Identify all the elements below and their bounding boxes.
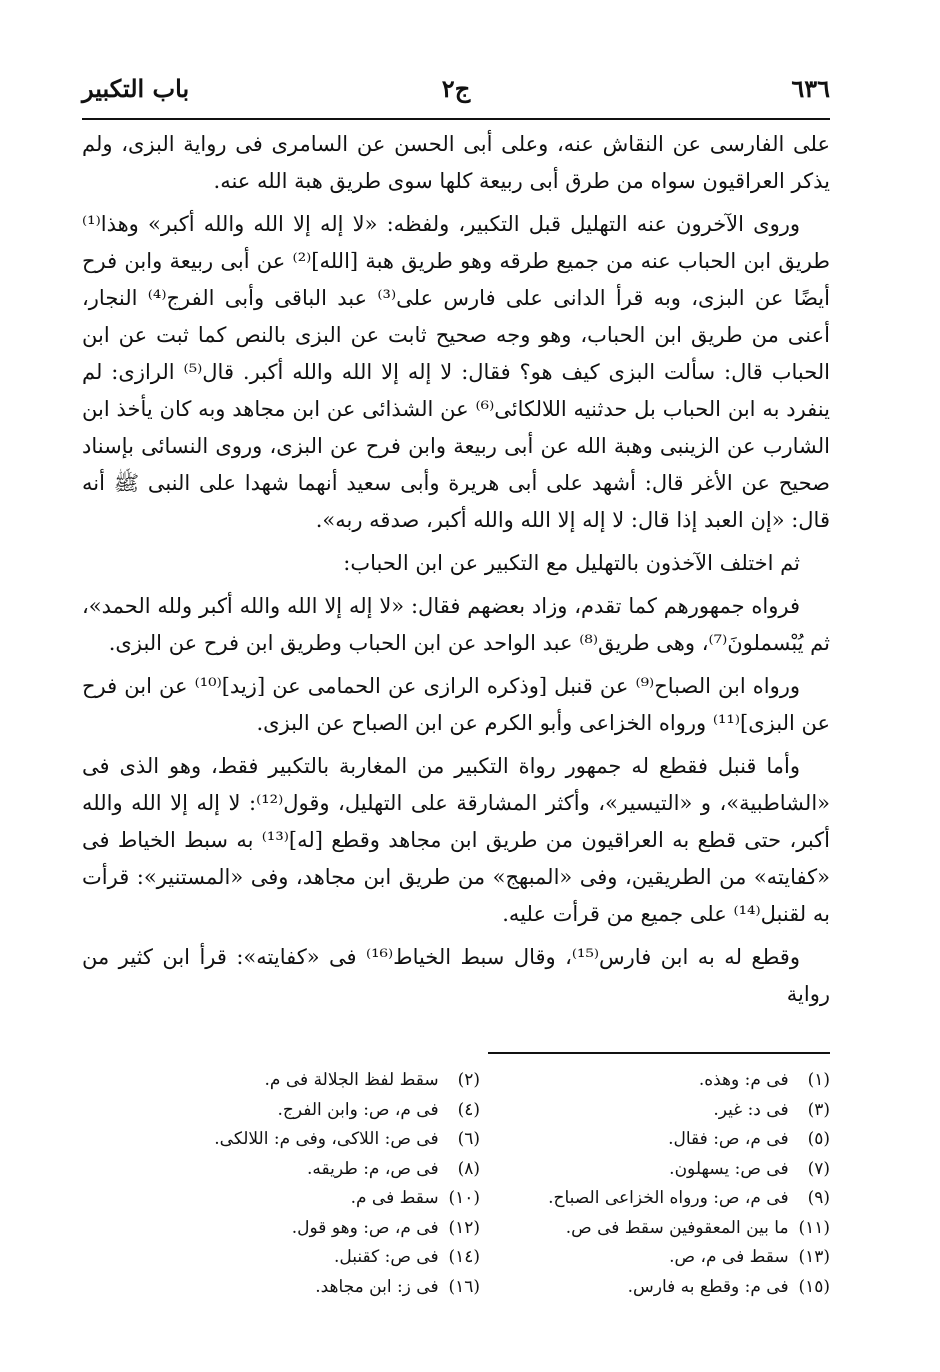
footnote-text: فى م: وهذه. (698, 1070, 789, 1090)
footnote (500, 1066, 830, 1096)
footnote-text: فى م، ص: وهو قول. (291, 1217, 439, 1238)
main-text (82, 126, 830, 1013)
footnote (500, 1184, 830, 1214)
footnote (500, 1125, 830, 1155)
footnote (500, 1273, 830, 1303)
footnote-number: (٢) (457, 1070, 480, 1090)
footnote-text: فى ص: اللاكى، وفى م: اللالكى. (214, 1129, 439, 1149)
footnote (500, 1155, 830, 1185)
footnote-number: (٨) (457, 1158, 480, 1179)
footnote (500, 1096, 830, 1126)
footnote-text: فى د: غير. (713, 1099, 789, 1120)
footnote (150, 1066, 480, 1096)
footnote-number: (٣) (807, 1099, 830, 1120)
page-header (82, 70, 830, 114)
footnote-text: فى ز: ابن مجاهد. (315, 1276, 439, 1297)
footnote-text: فى م: وقطع به فارس. (627, 1276, 789, 1297)
footnote (500, 1243, 830, 1273)
chapter-title: باب التكبير (82, 74, 190, 103)
footnote-text: سقط لفظ الجلالة فى م. (264, 1070, 439, 1090)
footnote-text: ما بين المعقوفين سقط فى ص. (565, 1217, 789, 1238)
footnote-text: فى ص: كقنبل. (333, 1247, 439, 1267)
volume-label: ج٢ (441, 74, 471, 103)
footnote-text: فى م، ص: ورواه الخزاعى الصباح. (548, 1188, 789, 1208)
footnote-number: (٩) (807, 1188, 830, 1208)
paragraph: على الفارسى عن النقاش عنه، وعلى أبى الحسن عن السامرى فى رواية البزى، ولم يذكر العراقيون سواه من طرق أبى ربيعة كلها سوى طريق هبة الله عنه. (82, 132, 830, 193)
footnote (150, 1096, 480, 1126)
footnote-number: (١٥) (798, 1276, 830, 1297)
footnote-number: (١٢) (448, 1217, 480, 1238)
footnote-number: (١٦) (448, 1276, 480, 1297)
paragraph: وروى الآخرون عنه التهليل قبل التكبير، ولفظه: «لا إله إلا الله والله أكبر» وهذا⁽¹⁾ طريق ابن الحباب عنه من جميع طرقه وهو طريق هبة [الله]⁽²⁾ عن أبى ربيعة وابن فرح أيضًا عن البزى، وبه قرأ الدانى على فارس على⁽³⁾ عبد الباقى وأبى الفرج⁽⁴⁾ النجار، أعنى من طريق ابن الحباب، وهو وجه صحيح ثابت عن البزى بالنص كما ثبت عن ابن الحباب قال: سألت البزى كيف هو؟ فقال: لا إله إلا الله والله أكبر. قال⁽⁵⁾ الرازى: لم ينفرد به ابن الحباب بل حدثنيه اللالكائى⁽⁶⁾ عن الشذائى عن ابن مجاهد وبه كان يأخذ ابن الشارب عن الزينبى وهبة الله عن أبى ربيعة وابن فرح عن البزى، وروى النسائى بإسناد صحيح عن الأغر قال: أشهد على أبى هريرة وأبى سعيد أنهما شهدا على النبى ﷺ أنه قال: «إن العبد إذا قال: لا إله إلا الله والله أكبر، صدقه ربه». (82, 212, 830, 532)
footnote-number: (١٠) (448, 1188, 480, 1208)
footnote-text: سقط فى م. (350, 1188, 439, 1208)
paragraph: وقطع له به ابن فارس⁽¹⁵⁾، وقال سبط الخياط⁽¹⁶⁾ فى «كفايته»: قرأ ابن كثير من رواية (82, 945, 830, 1006)
footnote (500, 1214, 830, 1244)
footnote (150, 1184, 480, 1214)
paragraph: ثم اختلف الآخذون بالتهليل مع التكبير عن ابن الحباب: (343, 551, 800, 575)
footnote-number: (١١) (798, 1217, 830, 1238)
footnote-text: فى م، ص: فقال. (668, 1129, 789, 1149)
footnote (150, 1155, 480, 1185)
footnote (150, 1243, 480, 1273)
footnote-number: (١٣) (798, 1247, 830, 1267)
footnote-divider (488, 1052, 830, 1054)
page-number: ٦٣٦ (791, 74, 830, 103)
header-divider (82, 118, 830, 120)
footnote (150, 1125, 480, 1155)
paragraph: فرواه جمهورهم كما تقدم، وزاد بعضهم فقال: «لا إله إلا الله والله أكبر ولله الحمد»، ثم يُبْسملونَ⁽⁷⁾، وهى طريق⁽⁸⁾ عبد الواحد عن ابن الحباب وطريق ابن فرح عن البزى. (82, 594, 830, 655)
footnote-number: (١) (807, 1070, 830, 1090)
footnote-number: (٥) (807, 1129, 830, 1149)
footnote-text: سقط فى م، ص. (669, 1247, 789, 1267)
footnote-number: (٤) (457, 1099, 480, 1120)
footnote-number: (٦) (457, 1129, 480, 1149)
paragraph: ورواه ابن الصباح⁽⁹⁾ عن قنبل [وذكره الرازى عن الحمامى عن [زيد]⁽¹⁰⁾ عن ابن فرح عن البزى]⁽¹¹⁾ ورواه الخزاعى وأبو الكرم عن ابن الصباح عن البزى. (82, 674, 830, 735)
footnote-number: (٧) (807, 1158, 830, 1179)
footnote-text: فى ص: يسهلون. (669, 1158, 789, 1179)
footnote-text: فى ص، م: طريقه. (307, 1158, 439, 1179)
footnote (150, 1214, 480, 1244)
footnotes-odd-column (500, 1066, 830, 1302)
footnote (150, 1273, 480, 1303)
paragraph: وأما قنبل فقطع له جمهور رواة التكبير من المغاربة بالتكبير فقط، وهو الذى فى «الشاطبية»، و «التيسير»، وأكثر المشارقة على التهليل، وقول⁽¹²⁾: لا إله إلا الله والله أكبر، حتى قطع به العراقيون من طريق ابن مجاهد وقطع [له]⁽¹³⁾ به سبط الخياط فى «كفايته» من الطريقين، وفى «المبهج» من طريق ابن مجاهد، وفى «المستنير»: قرأت به لقنبل⁽¹⁴⁾ على جميع من قرأت عليه. (82, 754, 830, 926)
footnote-number: (١٤) (448, 1247, 480, 1267)
footnotes-even-column (150, 1066, 480, 1302)
footnote-text: فى م، ص: وابن الفرج. (277, 1099, 439, 1120)
